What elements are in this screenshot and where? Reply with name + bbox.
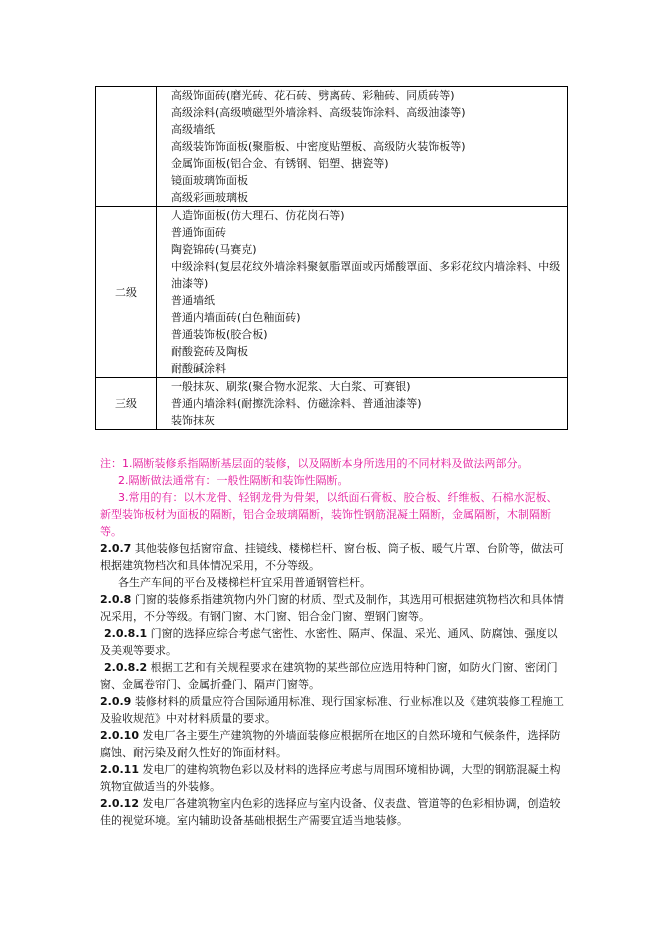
clause-number: 2.0.10 (100, 729, 139, 742)
clause-number: 2.0.8.1 (104, 627, 148, 640)
list-item: 一般抹灰、刷浆(聚合物水泥浆、大白浆、可赛银) (171, 380, 411, 393)
list-item: 中级涂料(复层花纹外墙涂料聚氨脂罩面或丙烯酸罩面、多彩花纹内墙涂料、中级油漆等) (171, 260, 561, 290)
grade-cell (96, 87, 157, 207)
list-item: 普通饰面砖 (171, 226, 226, 239)
clause-number: 2.0.11 (100, 763, 139, 776)
list-item: 高级彩画玻璃板 (171, 191, 248, 204)
clause-text: 发电厂各建筑物室内色彩的选择应与室内设备、仪表盘、管道等的色彩相协调，创造较佳的视觉环境。室内辅助设备基础根据生产需要宜适当地装修。 (100, 797, 561, 827)
table-row (96, 207, 568, 378)
list-item: 装饰抹灰 (171, 414, 215, 427)
list-item: 普通内墙面砖(白色釉面砖) (171, 311, 301, 324)
clause-2-0-11 (100, 761, 568, 795)
clause-text: 发电厂各主要生产建筑物的外墙面装修应根据所在地区的自然环境和气候条件，选择防腐蚀、耐污染及耐久性好的饰面材料。 (100, 729, 561, 759)
clause-2-0-12 (100, 795, 568, 829)
clause-2-0-7-extra: 各生产车间的平台及楼梯栏杆宜采用普通钢管栏杆。 (118, 576, 371, 589)
grade-cell: 二级 (96, 207, 157, 378)
clause-number: 2.0.8.2 (104, 661, 148, 674)
clause-2-0-8 (100, 591, 568, 625)
clause-text: 装修材料的质量应符合国际通用标准、现行国家标准、行业标准以及《建筑装修工程施工及验收规范》中对材料质量的要求。 (100, 695, 564, 725)
list-item: 高级涂料(高级喷磁型外墙涂料、高级装饰涂料、高级油漆等) (171, 106, 466, 119)
list-item: 镜面玻璃饰面板 (171, 174, 248, 187)
note-2: 2.隔断做法通常有：一般性隔断和装饰性隔断。 (118, 474, 349, 487)
list-item: 人造饰面板(仿大理石、仿花岗石等) (171, 209, 345, 222)
list-item: 普通内墙涂料(耐擦洗涂料、仿磁涂料、普通油漆等) (171, 397, 422, 410)
list-item: 普通墙纸 (171, 294, 215, 307)
items-cell (157, 87, 568, 207)
document-body (100, 455, 568, 829)
list-item: 普通装饰板(胶合板) (171, 328, 268, 341)
items-cell (157, 378, 568, 430)
clause-number: 2.0.12 (100, 797, 139, 810)
grade-cell: 三级 (96, 378, 157, 430)
clause-number: 2.0.8 (100, 593, 132, 606)
list-item: 高级装饰饰面板(聚脂板、中密度贴塑板、高级防火装饰板等) (171, 140, 466, 153)
clause-text: 发电厂的建构筑物色彩以及材料的选择应考虑与周围环境相协调，大型的钢筋混凝土构筑物宜做适当的外装修。 (100, 763, 561, 793)
note-3-text: 3.常用的有：以木龙骨、轻钢龙骨为骨架，以纸面石膏板、胶合板、纤维板、石棉水泥板、新型装饰板材为面板的隔断，铝合金玻璃隔断，装饰性钢筋混凝土隔断，金属隔断，木制隔断等。 (100, 491, 558, 538)
decoration-grade-table (95, 86, 568, 430)
table-row (96, 378, 568, 430)
note-1: 注：1.隔断装修系指隔断基层面的装修，以及隔断本身所选用的不同材料及做法两部分。 (100, 457, 529, 470)
clause-2-0-8-2 (100, 659, 568, 693)
clause-text: 门窗的选择应综合考虑气密性、水密性、隔声、保温、采光、通风、防腐蚀、强度以及美观等要求。 (100, 627, 558, 657)
clause-text: 根据工艺和有关规程要求在建筑物的某些部位应选用特种门窗，如防火门窗、密闭门窗、金属卷帘门、金属折叠门、隔声门窗等。 (100, 661, 558, 691)
list-item: 高级墙纸 (171, 123, 215, 136)
table-row (96, 87, 568, 207)
list-item: 耐酸瓷砖及陶板 (171, 345, 248, 358)
clause-2-0-7 (100, 540, 568, 574)
clause-2-0-8-1 (100, 625, 568, 659)
clause-number: 2.0.9 (100, 695, 132, 708)
clause-text: 门窗的装修系指建筑物内外门窗的材质、型式及制作，其选用可根据建筑物档次和具体情况采用，不分等级。有钢门窗、木门窗、铝合金门窗、塑钢门窗等。 (100, 593, 564, 623)
clause-2-0-9 (100, 693, 568, 727)
clause-text: 其他装修包括窗帘盒、挂镜线、楼梯栏杆、窗台板、筒子板、暖气片罩、台阶等，做法可根据建筑物档次和具体情况采用，不分等级。 (100, 542, 564, 572)
list-item: 高级饰面砖(磨光砖、花石砖、劈离砖、彩釉砖、同质砖等) (171, 89, 455, 102)
items-cell (157, 207, 568, 378)
note-3 (100, 489, 568, 540)
list-item: 陶瓷锦砖(马赛克) (171, 243, 257, 256)
list-item: 耐酸碱涂料 (171, 362, 226, 375)
clause-2-0-10 (100, 727, 568, 761)
clause-number: 2.0.7 (100, 542, 132, 555)
list-item: 金属饰面板(铝合金、有锈钢、铝塑、搪瓷等) (171, 157, 389, 170)
